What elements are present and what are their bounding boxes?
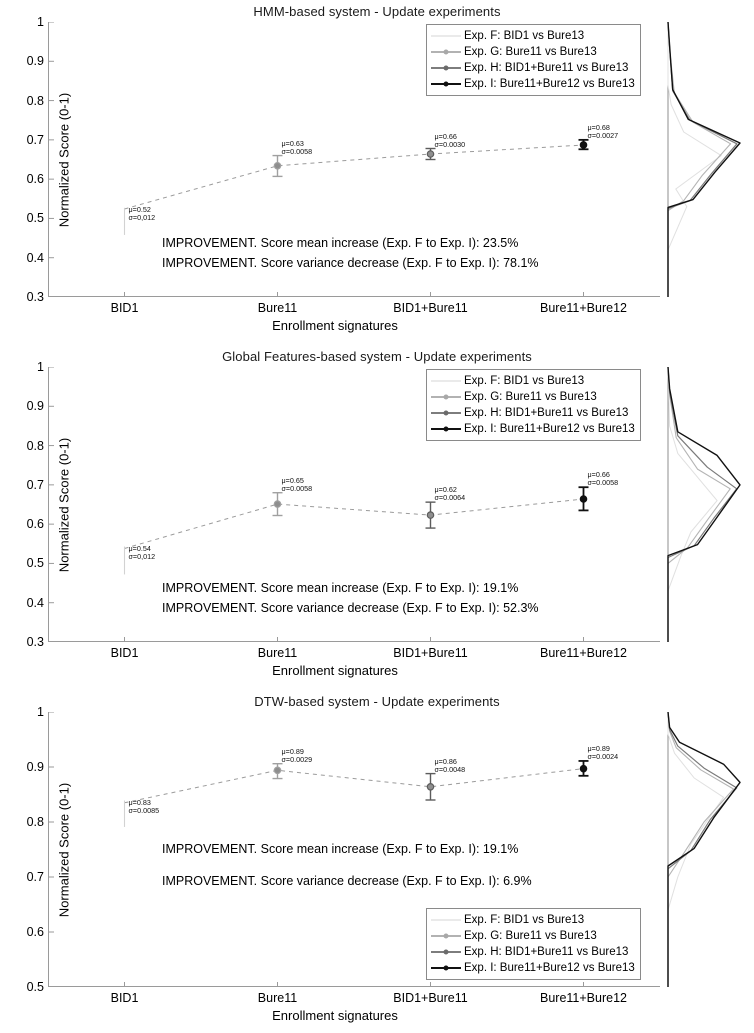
x-tick-label: BID1+Bure11 [393, 991, 468, 1005]
density-panel-global-features [662, 367, 750, 642]
chart-panel-dtw [0, 690, 754, 1033]
x-tick-label: BID1 [110, 991, 139, 1005]
y-axis-label: Normalized Score (0-1) [56, 92, 72, 228]
data-point-mean: μ=0.52 [128, 204, 151, 214]
data-point-mean: μ=0.54 [128, 543, 151, 553]
chart-title: DTW-based system - Update experiments [254, 694, 500, 709]
data-point-sigma: σ=0.0030 [434, 139, 466, 149]
y-tick-label: 0.4 [26, 595, 44, 610]
legend-item-label: Exp. F: BID1 vs Bure13 [464, 30, 585, 42]
y-tick-label: 0.6 [26, 925, 44, 939]
data-point-label [129, 545, 156, 561]
x-tick-label: Bure11+Bure12 [540, 646, 627, 660]
x-tick-label: Bure11+Bure12 [540, 301, 627, 315]
legend-dtw [426, 908, 641, 980]
data-point-sigma: σ=0.0058 [281, 146, 313, 156]
annotation-mean-increase: IMPROVEMENT. Score mean increase (Exp. F to Exp. I): 19.1% [162, 581, 519, 595]
data-point-mean: μ=0.89 [281, 746, 304, 756]
data-point-label [129, 206, 156, 222]
annotation-variance-decrease: IMPROVEMENT. Score variance decrease (Exp. F to Exp. I): 78.1% [162, 256, 539, 270]
density-svg [662, 22, 750, 297]
x-axis-label: Enrollment signatures [272, 1008, 398, 1023]
x-tick-label: Bure11+Bure12 [540, 991, 627, 1005]
data-point-mean: μ=0.65 [281, 475, 304, 485]
y-tick-label: 0.4 [26, 250, 44, 265]
legend-swatch-icon [431, 946, 461, 958]
y-tick-label: 0.8 [26, 93, 44, 108]
density-svg [662, 367, 750, 642]
data-point-label [588, 124, 619, 140]
x-tick-label: BID1+Bure11 [393, 646, 468, 660]
data-point-label [588, 471, 619, 487]
x-tick-label: Bure11 [257, 991, 298, 1005]
legend-item-label: Exp. G: Bure11 vs Bure13 [464, 391, 597, 403]
x-tick-label: Bure11 [257, 646, 298, 660]
legend-item-label: Exp. G: Bure11 vs Bure13 [464, 930, 597, 942]
data-point-label [435, 486, 466, 502]
density-panel-dtw [662, 712, 750, 987]
data-point-label [282, 477, 313, 493]
legend-item-exp-h[interactable] [431, 405, 635, 421]
data-point-label [282, 140, 313, 156]
annotation-mean-increase: IMPROVEMENT. Score mean increase (Exp. F to Exp. I): 23.5% [162, 236, 519, 250]
x-tick-label: BID1 [110, 646, 139, 660]
legend-swatch-icon [431, 78, 461, 90]
data-point-sigma: σ=0.0029 [281, 754, 313, 764]
legend-swatch-icon [431, 930, 461, 942]
legend-item-exp-g[interactable] [431, 44, 635, 60]
data-point-sigma: σ=0,012 [128, 551, 156, 561]
legend-swatch-icon [431, 62, 461, 74]
y-axis-label: Normalized Score (0-1) [56, 437, 72, 573]
y-tick-label: 0.5 [26, 980, 44, 994]
data-point-mean: μ=0.86 [434, 756, 457, 766]
x-tick-label: BID1+Bure11 [393, 301, 468, 315]
y-tick-label: 0.7 [26, 870, 44, 884]
legend-item-exp-g[interactable] [431, 928, 635, 944]
legend-swatch-icon [431, 30, 461, 42]
legend-hmm [426, 24, 641, 96]
y-tick-label: 0.6 [26, 172, 44, 187]
y-tick-label: 0.8 [26, 438, 44, 453]
y-tick-label: 0.5 [26, 211, 44, 226]
legend-item-label: Exp. H: BID1+Bure11 vs Bure13 [464, 62, 629, 74]
data-point-label [129, 799, 160, 815]
legend-item-label: Exp. G: Bure11 vs Bure13 [464, 46, 597, 58]
x-axis-label: Enrollment signatures [272, 663, 398, 678]
data-point-mean: μ=0.83 [128, 797, 151, 807]
y-tick-label: 1 [37, 15, 44, 29]
data-point-mean: μ=0.66 [587, 470, 610, 480]
data-point-mean: μ=0.63 [281, 138, 304, 148]
legend-item-exp-i[interactable] [431, 960, 635, 976]
legend-swatch-icon [431, 46, 461, 58]
data-point-label [435, 758, 466, 774]
legend-item-label: Exp. F: BID1 vs Bure13 [464, 375, 585, 387]
chart-panel-global-features [0, 345, 754, 689]
data-point-mean: μ=0.66 [434, 131, 457, 141]
data-point-sigma: σ=0,012 [128, 212, 156, 222]
legend-global-features [426, 369, 641, 441]
legend-item-label: Exp. H: BID1+Bure11 vs Bure13 [464, 407, 629, 419]
legend-item-label: Exp. I: Bure11+Bure12 vs Bure13 [464, 962, 635, 974]
annotation-variance-decrease: IMPROVEMENT. Score variance decrease (Exp. F to Exp. I): 6.9% [162, 874, 532, 888]
data-point-sigma: σ=0.0024 [587, 751, 619, 761]
data-point-mean: μ=0.62 [434, 485, 457, 495]
legend-item-exp-f[interactable] [431, 28, 635, 44]
legend-item-label: Exp. I: Bure11+Bure12 vs Bure13 [464, 78, 635, 90]
annotation-variance-decrease: IMPROVEMENT. Score variance decrease (Exp. F to Exp. I): 52.3% [162, 601, 539, 615]
y-tick-label: 0.7 [26, 132, 44, 147]
legend-swatch-icon [431, 391, 461, 403]
legend-swatch-icon [431, 962, 461, 974]
data-point-sigma: σ=0.0027 [587, 130, 619, 140]
chart-title: Global Features-based system - Update experiments [222, 349, 532, 364]
data-point-sigma: σ=0.0058 [281, 483, 313, 493]
y-tick-label: 0.8 [26, 815, 44, 829]
legend-item-label: Exp. H: BID1+Bure11 vs Bure13 [464, 946, 629, 958]
y-tick-label: 0.7 [26, 477, 44, 492]
x-axis-label: Enrollment signatures [272, 318, 398, 333]
legend-item-exp-f[interactable] [431, 373, 635, 389]
data-point-sigma: σ=0.0085 [128, 805, 160, 815]
legend-swatch-icon [431, 407, 461, 419]
y-tick-label: 0.9 [26, 760, 44, 774]
y-tick-label: 0.5 [26, 556, 44, 571]
data-point-sigma: σ=0.0064 [434, 493, 466, 503]
legend-item-exp-h[interactable] [431, 944, 635, 960]
legend-swatch-icon [431, 914, 461, 926]
data-point-sigma: σ=0.0048 [434, 764, 466, 774]
legend-item-exp-i[interactable] [431, 421, 635, 437]
data-point-label [435, 133, 466, 149]
y-tick-label: 0.6 [26, 517, 44, 532]
y-tick-label: 1 [37, 705, 44, 719]
legend-item-label: Exp. I: Bure11+Bure12 vs Bure13 [464, 423, 635, 435]
x-tick-label: BID1 [110, 301, 139, 315]
density-panel-hmm [662, 22, 750, 297]
data-point-label [282, 748, 313, 764]
y-tick-label: 0.9 [26, 54, 44, 69]
data-point-mean: μ=0.68 [587, 122, 610, 132]
chart-panel-hmm [0, 0, 754, 344]
annotation-mean-increase: IMPROVEMENT. Score mean increase (Exp. F to Exp. I): 19.1% [162, 842, 519, 856]
data-point-sigma: σ=0.0058 [587, 478, 619, 488]
x-tick-label: Bure11 [257, 301, 298, 315]
y-axis-label: Normalized Score (0-1) [56, 782, 72, 918]
data-point-label [588, 745, 619, 761]
legend-item-label: Exp. F: BID1 vs Bure13 [464, 914, 585, 926]
y-tick-label: 0.9 [26, 399, 44, 414]
legend-item-exp-g[interactable] [431, 389, 635, 405]
legend-swatch-icon [431, 423, 461, 435]
y-tick-label: 0.3 [26, 635, 44, 649]
legend-item-exp-h[interactable] [431, 60, 635, 76]
legend-item-exp-i[interactable] [431, 76, 635, 92]
legend-item-exp-f[interactable] [431, 912, 635, 928]
density-svg [662, 712, 750, 987]
chart-title: HMM-based system - Update experiments [253, 4, 501, 19]
y-tick-label: 0.3 [26, 290, 44, 304]
y-tick-label: 1 [37, 360, 44, 374]
legend-swatch-icon [431, 375, 461, 387]
data-point-mean: μ=0.89 [587, 743, 610, 753]
